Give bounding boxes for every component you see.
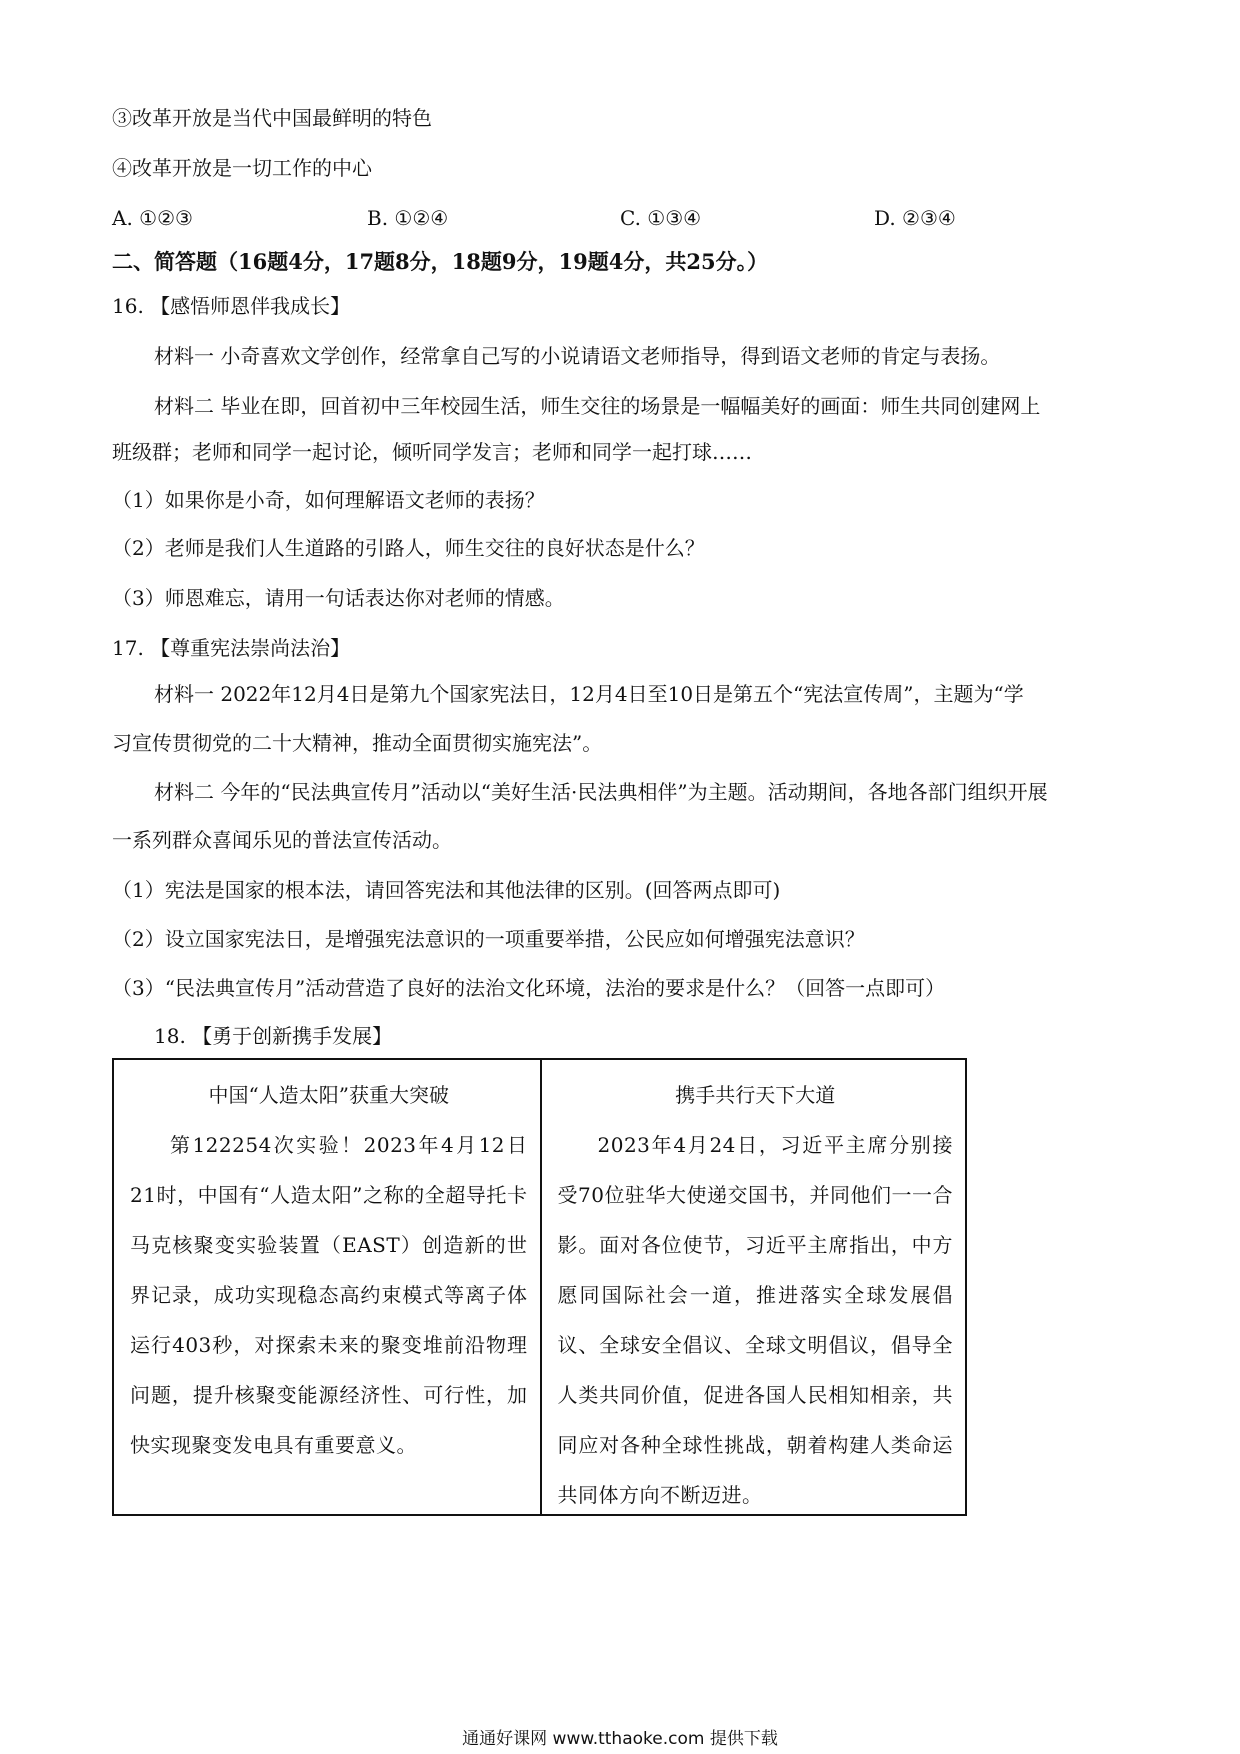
q17-question-3: （3）“民法典宣传月”活动营造了良好的法治文化环境，法治的要求是什么？（回答一点即可） [112,976,946,1000]
q16-material-2-line-2: 班级群；老师和同学一起讨论，倾听同学发言；老师和同学一起打球…… [112,440,752,464]
cell-title: 中国“人造太阳”获重大突破 [208,1083,449,1107]
q16-title: 16. 【感悟师恩伴我成长】 [112,294,351,318]
q16-question-3: （3）师恩难忘，请用一句话表达你对老师的情感。 [112,586,565,610]
option-d[interactable]: D. ②③④ [874,206,956,230]
q17-question-1: （1）宪法是国家的根本法，请回答宪法和其他法律的区别。(回答两点即可) [112,878,781,902]
cell-body: 2023年4月24日，习近平主席分别接受70位驻华大使递交国书，并同他们一一合影。面对各位使节，习近平主席指出，中方愿同国际社会一道，推进落实全球发展倡议、全球安全倡议、全球文明倡议，倡导全人类共同价值，促进各国人民相知相亲，共同应对各种全球性挑战，朝着构建人类命运共同体方向不断迈进。 [557,1133,953,1507]
option-b[interactable]: B. ①②④ [367,206,449,230]
table-cell-artificial-sun [114,1060,540,1514]
option-a[interactable]: A. ①②③ [112,206,193,230]
q15-item-4: ④改革开放是一切工作的中心 [112,156,372,180]
q17-question-2: （2）设立国家宪法日，是增强宪法意识的一项重要举措，公民应如何增强宪法意识？ [112,927,865,951]
q15-item-3: ③改革开放是当代中国最鲜明的特色 [112,106,432,130]
section-heading: 二、简答题（16题4分，17题8分，18题9分，19题4分，共25分。） [112,249,769,274]
q16-material-1: 材料一 小奇喜欢文学创作，经常拿自己写的小说请语文老师指导，得到语文老师的肯定与表扬。 [154,344,1001,368]
cell-title: 携手共行天下大道 [675,1083,836,1107]
page-footer: 通通好课网 www.tthaoke.com 提供下载 [462,1729,778,1749]
option-c[interactable]: C. ①③④ [620,206,702,230]
table-cell-global-path [540,1060,966,1514]
q17-material-2-line-2: 一系列群众喜闻乐见的普法宣传活动。 [112,828,452,852]
q16-question-2: （2）老师是我们人生道路的引路人，师生交往的良好状态是什么？ [112,536,705,560]
q17-material-1-line-2: 习宣传贯彻党的二十大精神，推动全面贯彻实施宪法”。 [112,731,603,755]
q18-material-table [112,1058,967,1516]
cell-body: 第122254次实验！2023年4月12日21时，中国有“人造太阳”之称的全超导托卡马克核聚变实验装置（EAST）创造新的世界记录，成功实现稳态高约束模式等离子体运行403秒，对探索未来的聚变堆前沿物理问题，提升核聚变能源经济性、可行性，加快实现聚变发电具有重要意义。 [130,1133,528,1457]
q17-material-2-line-1: 材料二 今年的“民法典宣传月”活动以“美好生活·民法典相伴”为主题。活动期间，各地各部门组织开展 [154,780,1048,804]
q16-material-2-line-1: 材料二 毕业在即，回首初中三年校园生活，师生交往的场景是一幅幅美好的画面：师生共同创建网上 [154,394,1041,418]
q17-title: 17. 【尊重宪法崇尚法治】 [112,636,351,660]
q17-material-1-line-1: 材料一 2022年12月4日是第九个国家宪法日，12月4日至10日是第五个“宪法宣传周”，主题为“学 [154,682,1024,706]
q18-title: 18. 【勇于创新携手发展】 [154,1024,393,1048]
q16-question-1: （1）如果你是小奇，如何理解语文老师的表扬？ [112,488,545,512]
